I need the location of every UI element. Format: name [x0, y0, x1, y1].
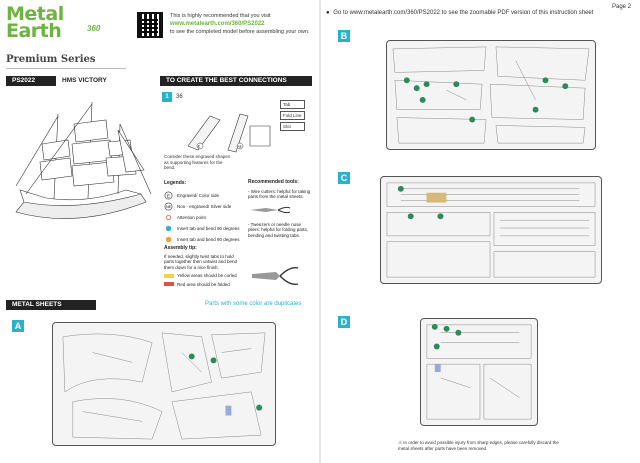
legend-panel: [164, 180, 244, 245]
legend-item: Insert tab and bend 90 degrees: [164, 234, 244, 245]
ne-circle-icon: [164, 202, 173, 211]
assembly-title: Assembly tip:: [164, 245, 197, 251]
legend-item: Insert tab and bend 90 degrees: [164, 223, 244, 234]
legend-item: NE Non - engraved/ Silver side: [165, 204, 232, 209]
yellow-swatch: [164, 274, 174, 278]
pliers-icon: [250, 262, 300, 292]
red-swatch: [164, 282, 174, 286]
legend-item: E Engraved/ Color side: [164, 190, 244, 201]
ship-illustration: [6, 94, 156, 244]
insert-tab-icon: [164, 224, 173, 233]
curl-legend: Yellow areas should be curled: [164, 273, 244, 279]
info-icon: ●: [326, 10, 330, 16]
metal-earth-logo: [6, 3, 86, 42]
tab-label-fold: Fold Line: [280, 111, 305, 120]
badge-360: 360: [87, 24, 101, 33]
metal-sheet-a[interactable]: [52, 322, 276, 446]
safety-note: ⚠ In order to avoid possible injury from sharp edges, please carefully discard the metal sheets after parts have been removed.: [398, 440, 559, 451]
zoom-instruction: ● Go to www.metalearth.com/360/PS2022 to see the zoomable PDF version of this instruction sheet: [326, 10, 594, 16]
sheet-d-parts: [421, 319, 537, 425]
tab-labels: [280, 100, 305, 133]
metal-sheets-bar: METAL SHEETS: [6, 300, 96, 310]
tool-tweezers: - Tweezers or needle nose pliers: helpful for folding parts, bending and twisting tabs.: [248, 221, 309, 238]
model-name: HMS VICTORY: [62, 77, 107, 84]
sheet-letter-c: C: [338, 172, 350, 184]
legend-title: Legends:: [164, 180, 187, 186]
assembly-text: If needed, slightly twist tabs to hold parts together then untwist and bend them down for a nice finish.: [164, 253, 238, 270]
e-circle-icon: [164, 191, 173, 200]
tab-label-tab: Tab: [280, 100, 305, 109]
qr-code-icon[interactable]: [137, 12, 163, 38]
scan-text-1: This is highly recommended that you visit: [170, 13, 271, 19]
metal-sheet-b[interactable]: [386, 40, 596, 150]
sheet-letter-a: A: [12, 320, 24, 332]
logo-line-2: Earth: [6, 20, 62, 42]
engraved-note: Consider these engraved shapes as supporting features for the bend.: [164, 154, 231, 170]
model-code-bar: PS2022: [6, 76, 56, 86]
page-number: Page 2: [612, 4, 632, 10]
tab-label-slot: Slot: [280, 122, 305, 131]
step-number: 1: [162, 92, 172, 102]
connections-title-bar: TO CREATE THE BEST CONNECTIONS: [160, 76, 312, 86]
svg-text:NE: NE: [165, 204, 171, 209]
legend-item: Attention point: [164, 212, 244, 223]
page-divider: [319, 0, 321, 463]
logo-line-1: Metal: [6, 3, 64, 25]
sheet-a-parts: [53, 323, 275, 445]
sheet-c-parts: [381, 177, 601, 283]
tools-title: Recommended tools:: [248, 179, 299, 185]
tab-diagram: [180, 106, 276, 156]
sheet-letter-b: B: [338, 30, 350, 42]
insert-tab-bend-icon: [164, 235, 173, 244]
sheet-letter-d: D: [338, 316, 350, 328]
assembly-tip: [164, 246, 244, 287]
sheet-b-parts: [387, 41, 595, 149]
metal-sheet-d[interactable]: [420, 318, 538, 426]
svg-text:NE: NE: [237, 144, 242, 149]
warning-icon: ⚠: [398, 440, 404, 445]
scan-instructions: [170, 12, 315, 36]
header-rule: [6, 68, 126, 69]
tool-wire-cutters: - Wire cutters: helpful for taking parts from the metal sheets.: [248, 188, 311, 199]
step-ref: 36: [176, 94, 183, 100]
premium-series-label: Premium Series: [6, 54, 96, 65]
scan-url-link[interactable]: www.metalearth.com/360/PS2022: [170, 21, 265, 27]
scan-text-2: to see the completed model before assembling your own.: [170, 29, 310, 35]
fold-legend: Red area should be folded: [164, 282, 244, 288]
metal-sheet-c[interactable]: [380, 176, 602, 284]
duplicate-note: Parts with some color are duplicates: [205, 301, 302, 307]
tools-panel: [248, 180, 314, 250]
svg-text:E: E: [166, 193, 170, 199]
attention-icon: [164, 213, 173, 222]
svg-text:E: E: [197, 144, 201, 149]
wire-cutter-icon: [248, 204, 292, 216]
